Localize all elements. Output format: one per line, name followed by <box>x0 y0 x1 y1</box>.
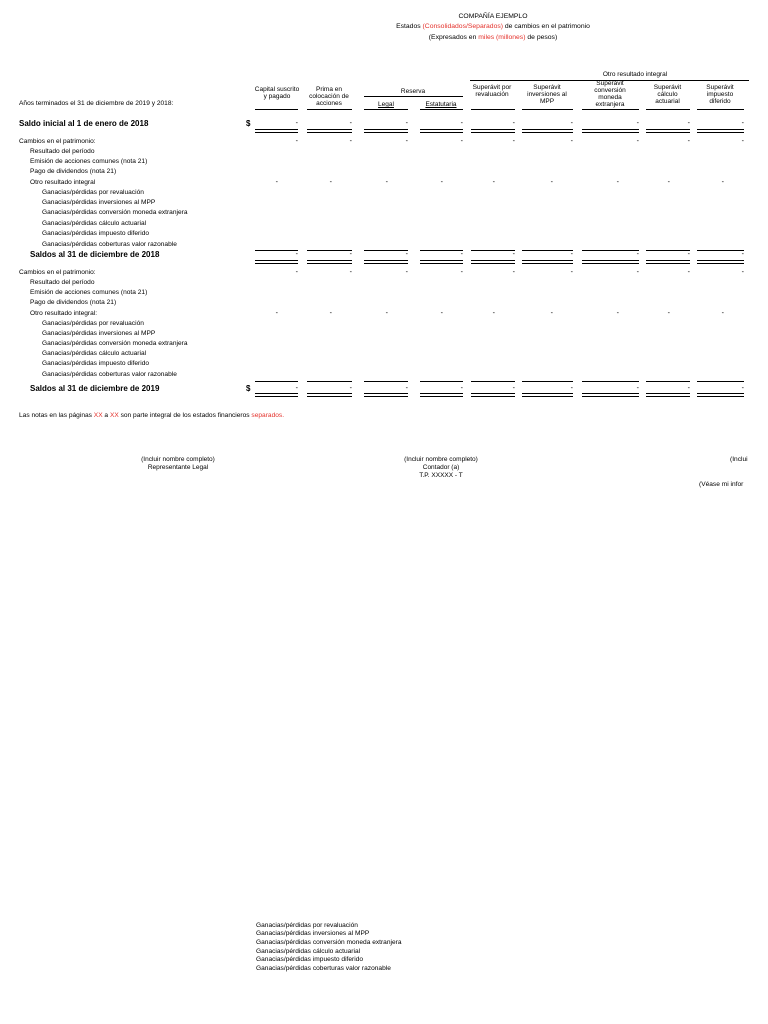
cambios-label-2: Cambios en el patrimonio: <box>19 269 96 276</box>
col-header-sup-diferido: Superávit impuesto diferido <box>706 84 734 105</box>
saldo-2019-value-sup-mpp: - <box>570 385 573 392</box>
reserva-rule <box>364 96 463 97</box>
saldo-2018-rule2-sup-actuarial <box>646 263 690 264</box>
saldo-2018-rule-legal <box>364 260 408 261</box>
saldo-2019-rule-estatutaria <box>420 393 463 394</box>
ori-2019-value-capital: - <box>275 310 278 317</box>
resultado-2019-value-sup-actuarial: - <box>687 269 690 276</box>
resultado-2018-value-sup-diferido: - <box>741 138 744 145</box>
header-rule-sup-mpp <box>522 109 573 110</box>
resultado-2019-value-legal: - <box>405 269 408 276</box>
contador-role: Contador (a) <box>422 464 460 471</box>
saldo-inicial-rule2-legal <box>364 132 408 133</box>
saldo-2018-rule-sup-actuarial <box>646 260 690 261</box>
sub-item: Ganacias/pérdidas impuesto diferido <box>42 230 150 237</box>
saldo-2018-rule2-sup-conversion <box>582 263 639 264</box>
saldo-2019-rule2-sup-actuarial <box>646 396 690 397</box>
saldo-2019-top-rule-sup-mpp <box>522 381 573 382</box>
saldo-inicial-rule-prima <box>307 129 352 130</box>
ori-2019-value-sup-conversion: - <box>616 310 619 317</box>
company-name: COMPAÑÍA EJEMPLO <box>458 13 528 20</box>
third-signature-note: (Véase mi infor <box>699 481 744 488</box>
header-rule-sup-actuarial <box>646 109 690 110</box>
saldo-inicial-rule2-sup-conversion <box>582 132 639 133</box>
resultado-2018-value-sup-actuarial: - <box>687 138 690 145</box>
saldo-2019-rule2-capital <box>255 396 298 397</box>
ori-2018-value-sup-revaluacion: - <box>492 179 495 186</box>
saldo-2019-rule2-sup-mpp <box>522 396 573 397</box>
saldo-2018-value-legal: - <box>405 251 408 258</box>
ori-label-2: Otro resultado integral: <box>30 310 98 317</box>
emision-label-1: Emisión de acciones comunes (nota 21) <box>30 158 148 165</box>
resultado-2018-value-sup-mpp: - <box>570 138 573 145</box>
saldo-2019-value-capital: - <box>295 385 298 392</box>
footer-list-item: Ganacias/pérdidas conversión moneda extranjera <box>256 939 402 946</box>
saldo-inicial-rule2-sup-actuarial <box>646 132 690 133</box>
saldo-inicial-value-legal: - <box>405 120 408 127</box>
saldo-2019-top-rule-estatutaria <box>420 381 463 382</box>
footer-list-item: Ganacias/pérdidas por revaluación <box>256 922 358 929</box>
saldo-inicial-rule2-sup-diferido <box>697 132 744 133</box>
saldo-2019-rule2-estatutaria <box>420 396 463 397</box>
saldo-2019-value-sup-actuarial: - <box>687 385 690 392</box>
resultado-2018-value-estatutaria: - <box>460 138 463 145</box>
ori-2019-value-sup-diferido: - <box>721 310 724 317</box>
saldo-inicial-value-prima: - <box>349 120 352 127</box>
saldo-2018-rule2-capital <box>255 263 298 264</box>
currency-sign-2: $ <box>246 384 251 393</box>
resultado-2019-value-capital: - <box>295 269 298 276</box>
saldo-2018-rule-capital <box>255 260 298 261</box>
ori-2018-value-sup-conversion: - <box>616 179 619 186</box>
notes-line: Las notas en las páginas XX a XX son parte integral de los estados financieros separados. <box>19 412 285 419</box>
saldo-2018-value-prima: - <box>349 251 352 258</box>
col-header-sup-revaluacion: Superávit por revaluación <box>472 84 512 98</box>
third-signature-name: (Inclui <box>730 456 748 463</box>
saldo-2018-rule2-sup-revaluacion <box>471 263 515 264</box>
header-rule-estatutaria <box>420 109 463 110</box>
saldo-2018-rule2-estatutaria <box>420 263 463 264</box>
resultado-2019-value-sup-conversion: - <box>636 269 639 276</box>
ori-2019-value-estatutaria: - <box>440 310 443 317</box>
saldo-2019-value-sup-diferido: - <box>741 385 744 392</box>
saldo-2018-value-capital: - <box>295 251 298 258</box>
saldo-2018-value-sup-mpp: - <box>570 251 573 258</box>
footer-list-item: Ganacias/pérdidas coberturas valor razonable <box>256 965 391 972</box>
saldo-2019-rule2-prima <box>307 396 352 397</box>
saldo-inicial-value-sup-actuarial: - <box>687 120 690 127</box>
saldo-inicial-rule-sup-conversion <box>582 129 639 130</box>
saldo-inicial-rule-sup-diferido <box>697 129 744 130</box>
sub-item: Ganacias/pérdidas coberturas valor razonable <box>42 241 177 248</box>
saldo-2018-rule2-prima <box>307 263 352 264</box>
sub-item: Ganacias/pérdidas inversiones al MPP <box>42 330 156 337</box>
resultado-2018-value-prima: - <box>349 138 352 145</box>
saldo-2019-rule2-legal <box>364 396 408 397</box>
saldo-2019-rule2-sup-diferido <box>697 396 744 397</box>
ori-2018-value-sup-actuarial: - <box>667 179 670 186</box>
ori-2018-value-sup-mpp: - <box>550 179 553 186</box>
ori-2019-value-sup-mpp: - <box>550 310 553 317</box>
ori-2019-value-prima: - <box>329 310 332 317</box>
saldo-inicial-value-sup-diferido: - <box>741 120 744 127</box>
col-header-sup-conversion: Superávit conversión moneda extranjera <box>594 80 626 108</box>
header-rule-capital <box>255 109 298 110</box>
resultado-2019-value-sup-mpp: - <box>570 269 573 276</box>
saldo-2019-top-rule-capital <box>255 381 298 382</box>
saldo-inicial-rule-capital <box>255 129 298 130</box>
saldo-2019-top-rule-sup-diferido <box>697 381 744 382</box>
header-rule-sup-diferido <box>697 109 744 110</box>
header-rule-legal <box>364 109 408 110</box>
resultado-label-2: Resultado del período <box>30 279 95 286</box>
ori-2019-value-legal: - <box>385 310 388 317</box>
col-header-sup-mpp: Superávit inversiones al MPP <box>527 84 567 105</box>
saldo-2019-rule-legal <box>364 393 408 394</box>
col-header-reserva: Reserva <box>400 88 426 95</box>
sub-item: Ganacias/pérdidas inversiones al MPP <box>42 199 156 206</box>
sub-item: Ganacias/pérdidas conversión moneda extranjera <box>42 340 188 347</box>
col-header-sup-actuarial: Superávit cálculo actuarial <box>653 84 682 105</box>
rep-legal-name: (Incluir nombre completo) <box>141 456 215 463</box>
saldo-2018-value-sup-revaluacion: - <box>512 251 515 258</box>
ori-2018-value-estatutaria: - <box>440 179 443 186</box>
cambios-label-1: Cambios en el patrimonio: <box>19 138 96 145</box>
resultado-2018-value-sup-conversion: - <box>636 138 639 145</box>
ori-2019-value-sup-actuarial: - <box>667 310 670 317</box>
saldo-2019-top-rule-prima <box>307 381 352 382</box>
sub-item: Ganacias/pérdidas por revaluación <box>42 189 144 196</box>
units-note: (Expresados en miles (millones) de pesos) <box>428 34 558 41</box>
saldo-2019-rule-prima <box>307 393 352 394</box>
saldo-2019-top-rule-sup-revaluacion <box>471 381 515 382</box>
saldo-2019-rule-sup-revaluacion <box>471 393 515 394</box>
saldo-2018-rule-sup-conversion <box>582 260 639 261</box>
saldo-2018-value-estatutaria: - <box>460 251 463 258</box>
saldo-2019-value-sup-conversion: - <box>636 385 639 392</box>
ori-2018-value-sup-diferido: - <box>721 179 724 186</box>
saldo-2018-label: Saldos al 31 de diciembre de 2018 <box>30 250 160 259</box>
contador-name: (Incluir nombre completo) <box>404 456 478 463</box>
saldo-inicial-value-capital: - <box>295 120 298 127</box>
period-label: Años terminados el 31 de diciembre de 2019 y 2018: <box>19 100 174 107</box>
saldo-2019-rule-sup-diferido <box>697 393 744 394</box>
ori-2018-value-prima: - <box>329 179 332 186</box>
saldo-inicial-rule2-estatutaria <box>420 132 463 133</box>
saldo-2019-rule2-sup-conversion <box>582 396 639 397</box>
footer-list-item: Ganacias/pérdidas inversiones al MPP <box>256 930 370 937</box>
rep-legal-role: Representante Legal <box>147 464 209 471</box>
resultado-2018-value-sup-revaluacion: - <box>512 138 515 145</box>
sub-item: Ganacias/pérdidas impuesto diferido <box>42 360 150 367</box>
statement-title: Estados (Consolidados/Separados) de cambios en el patrimonio <box>396 23 590 30</box>
saldo-2018-rule-sup-revaluacion <box>471 260 515 261</box>
saldo-2019-rule-sup-conversion <box>582 393 639 394</box>
saldo-2018-value-sup-actuarial: - <box>687 251 690 258</box>
sub-item: Ganacias/pérdidas conversión moneda extranjera <box>42 209 188 216</box>
dividendos-label-1: Pago de dividendos (nota 21) <box>30 168 117 175</box>
resultado-2018-value-legal: - <box>405 138 408 145</box>
saldo-inicial-label: Saldo inicial al 1 de enero de 2018 <box>19 119 149 128</box>
saldo-2018-value-sup-diferido: - <box>741 251 744 258</box>
saldo-inicial-value-sup-revaluacion: - <box>512 120 515 127</box>
header-rule-sup-conversion <box>582 109 639 110</box>
saldo-inicial-rule2-prima <box>307 132 352 133</box>
sub-item: Ganacias/pérdidas cálculo actuarial <box>42 350 147 357</box>
saldo-2019-rule2-sup-revaluacion <box>471 396 515 397</box>
saldo-inicial-rule2-sup-mpp <box>522 132 573 133</box>
saldo-2018-rule2-legal <box>364 263 408 264</box>
saldo-2018-rule-sup-diferido <box>697 260 744 261</box>
col-header-legal: Legal <box>378 101 394 108</box>
header-rule-sup-revaluacion <box>471 109 515 110</box>
saldo-2019-value-legal: - <box>405 385 408 392</box>
saldo-2019-value-sup-revaluacion: - <box>512 385 515 392</box>
saldo-2019-top-rule-legal <box>364 381 408 382</box>
ori-2019-value-sup-revaluacion: - <box>492 310 495 317</box>
saldo-inicial-rule-legal <box>364 129 408 130</box>
resultado-2019-value-estatutaria: - <box>460 269 463 276</box>
saldo-inicial-rule-sup-mpp <box>522 129 573 130</box>
col-header-estatutaria: Estatutaria <box>425 101 457 108</box>
col-header-capital: Capital suscrito y pagado <box>254 86 300 100</box>
resultado-label-1: Resultado del período <box>30 148 95 155</box>
saldo-inicial-rule-estatutaria <box>420 129 463 130</box>
saldo-inicial-rule-sup-actuarial <box>646 129 690 130</box>
footer-list-item: Ganacias/pérdidas cálculo actuarial <box>256 948 361 955</box>
saldo-2018-rule2-sup-mpp <box>522 263 573 264</box>
sub-item: Ganacias/pérdidas por revaluación <box>42 320 144 327</box>
saldo-inicial-rule-sup-revaluacion <box>471 129 515 130</box>
saldo-2019-top-rule-sup-actuarial <box>646 381 690 382</box>
saldo-inicial-value-sup-conversion: - <box>636 120 639 127</box>
saldo-2019-label: Saldos al 31 de diciembre de 2019 <box>30 384 160 393</box>
saldo-2018-rule2-sup-diferido <box>697 263 744 264</box>
saldo-2019-rule-sup-actuarial <box>646 393 690 394</box>
saldo-inicial-rule2-sup-revaluacion <box>471 132 515 133</box>
saldo-2018-rule-estatutaria <box>420 260 463 261</box>
currency-sign-1: $ <box>246 119 251 128</box>
sub-item: Ganacias/pérdidas cálculo actuarial <box>42 220 147 227</box>
ori-2018-value-capital: - <box>275 179 278 186</box>
saldo-2018-value-sup-conversion: - <box>636 251 639 258</box>
saldo-inicial-rule2-capital <box>255 132 298 133</box>
saldo-2019-value-prima: - <box>349 385 352 392</box>
saldo-2019-value-estatutaria: - <box>460 385 463 392</box>
ori-group-header: Otro resultado integral <box>602 71 668 78</box>
saldo-2019-rule-sup-mpp <box>522 393 573 394</box>
ori-label-1: Otro resultado integral <box>30 179 96 186</box>
header-rule-prima <box>307 109 352 110</box>
contador-tp: T.P. XXXXX - T <box>419 472 463 479</box>
resultado-2018-value-capital: - <box>295 138 298 145</box>
col-header-prima: Prima en colocación de acciones <box>309 86 349 107</box>
emision-label-2: Emisión de acciones comunes (nota 21) <box>30 289 148 296</box>
saldo-2018-rule-sup-mpp <box>522 260 573 261</box>
saldo-2019-top-rule-sup-conversion <box>582 381 639 382</box>
footer-list-item: Ganacias/pérdidas impuesto diferido <box>256 956 364 963</box>
saldo-2018-rule-prima <box>307 260 352 261</box>
saldo-inicial-value-sup-mpp: - <box>570 120 573 127</box>
resultado-2019-value-sup-revaluacion: - <box>512 269 515 276</box>
ori-2018-value-legal: - <box>385 179 388 186</box>
dividendos-label-2: Pago de dividendos (nota 21) <box>30 299 117 306</box>
sub-item: Ganacias/pérdidas coberturas valor razonable <box>42 371 177 378</box>
resultado-2019-value-prima: - <box>349 269 352 276</box>
saldo-inicial-value-estatutaria: - <box>460 120 463 127</box>
resultado-2019-value-sup-diferido: - <box>741 269 744 276</box>
saldo-2019-rule-capital <box>255 393 298 394</box>
